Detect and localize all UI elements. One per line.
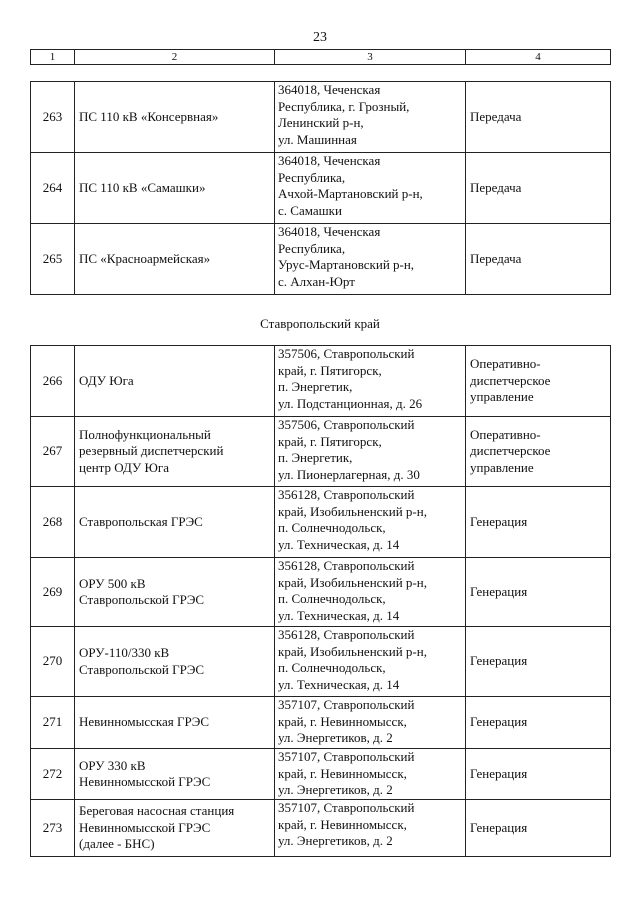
facility-name-text: ОДУ Юга (79, 372, 134, 388)
facility-name (75, 749, 275, 800)
facility-address (275, 627, 466, 697)
facility-name (75, 82, 275, 153)
row-number (31, 82, 75, 153)
facility-address (275, 697, 466, 749)
facility-name (75, 346, 275, 417)
facility-name-text: ОРУ 500 кВ Ставропольской ГРЭС (79, 575, 205, 607)
row-number-text: 267 (42, 443, 63, 459)
facility-name-text: ОРУ-110/330 кВ Ставропольской ГРЭС (79, 645, 205, 677)
facility-type-text: Передача (470, 108, 522, 124)
row-number-text: 271 (42, 714, 63, 730)
facility-type (466, 800, 611, 857)
table-row (31, 153, 611, 224)
facility-address (275, 749, 466, 800)
facility-address-text: 357506, Ставропольский край, г. Пятигорск, п. Энергетик, ул. Подстанционная, д. 26 (278, 346, 423, 411)
facility-type-text: Генерация (470, 513, 528, 529)
facility-name (75, 487, 275, 558)
row-number (31, 153, 75, 224)
facility-type (466, 697, 611, 749)
row-number-text: 263 (42, 108, 63, 124)
table-row (31, 558, 611, 627)
table-row (31, 749, 611, 800)
facility-type-text: Генерация (470, 765, 528, 781)
facility-address-text: 356128, Ставропольский край, Изобильненский р-н, п. Солнечнодольск, ул. Техническая, д. 14 (278, 627, 427, 692)
facility-address (275, 417, 466, 487)
table-row (31, 82, 611, 153)
facility-type (466, 82, 611, 153)
page-number: 23 (313, 30, 327, 45)
facility-address-text: 364018, Чеченская Республика, Урус-Мартановский р-н, с. Алхан-Юрт (278, 224, 415, 289)
facility-address (275, 224, 466, 295)
facility-name-text: ОРУ 330 кВ Невинномысской ГРЭС (79, 757, 211, 789)
facility-type-text: Генерация (470, 714, 528, 730)
facility-type (466, 749, 611, 800)
row-number (31, 224, 75, 295)
facility-address-text: 364018, Чеченская Республика, Ачхой-Мартановский р-н, с. Самашки (278, 153, 423, 218)
facility-type (466, 417, 611, 487)
facility-address (275, 82, 466, 153)
facility-type-text: Генерация (470, 819, 528, 835)
facility-type-text: Передача (470, 179, 522, 195)
facility-name-text: Береговая насосная станция Невинномысской ГРЭС (далее - БНС) (79, 803, 235, 852)
facility-address (275, 153, 466, 224)
facility-name (75, 697, 275, 749)
row-number-text: 272 (42, 765, 63, 781)
facility-address (275, 558, 466, 627)
facility-type (466, 487, 611, 558)
header-col-3: 3 (275, 50, 466, 65)
facility-address-text: 357107, Ставропольский край, г. Невинномысск, ул. Энергетиков, д. 2 (278, 749, 415, 797)
facility-address (275, 346, 466, 417)
row-number (31, 346, 75, 417)
row-number (31, 800, 75, 857)
header-col-4: 4 (466, 50, 611, 65)
table-row (31, 800, 611, 857)
facility-type (466, 346, 611, 417)
row-number (31, 749, 75, 800)
row-number-text: 269 (42, 583, 63, 599)
table-row (31, 487, 611, 558)
facility-type-text: Генерация (470, 583, 528, 599)
facility-address-text: 356128, Ставропольский край, Изобильненский р-н, п. Солнечнодольск, ул. Техническая, д. 14 (278, 558, 427, 623)
facility-address-text: 357107, Ставропольский край, г. Невинномысск, ул. Энергетиков, д. 2 (278, 697, 415, 745)
row-number (31, 697, 75, 749)
facility-type-text: Оперативно- диспетчерское управление (470, 356, 551, 405)
facility-type (466, 224, 611, 295)
facility-name-text: Невинномысская ГРЭС (79, 714, 210, 730)
row-number-text: 264 (42, 179, 63, 195)
row-number-text: 268 (42, 513, 63, 529)
section-title: Ставропольский край (260, 316, 380, 331)
facility-type-text: Оперативно- диспетчерское управление (470, 426, 551, 475)
table-row (31, 627, 611, 697)
facility-address-text: 364018, Чеченская Республика, г. Грозный, Ленинский р-н, ул. Машинная (278, 82, 410, 147)
facility-name (75, 558, 275, 627)
facility-name (75, 800, 275, 857)
facility-name (75, 153, 275, 224)
facility-type (466, 627, 611, 697)
table-row (31, 417, 611, 487)
table-row (31, 346, 611, 417)
facility-type-text: Генерация (470, 653, 528, 669)
row-number (31, 487, 75, 558)
facility-address-text: 357107, Ставропольский край, г. Невинномысск, ул. Энергетиков, д. 2 (278, 800, 415, 848)
table-row (31, 697, 611, 749)
facility-address-text: 356128, Ставропольский край, Изобильненский р-н, п. Солнечнодольск, ул. Техническая, д. 14 (278, 487, 427, 552)
facility-name-text: ПС «Красноармейская» (79, 250, 211, 266)
header-col-1: 1 (31, 50, 75, 65)
facility-name (75, 224, 275, 295)
row-number (31, 417, 75, 487)
facility-name-text: ПС 110 кВ «Самашки» (79, 179, 206, 195)
facilities-table-stavropol (30, 345, 611, 857)
facility-address-text: 357506, Ставропольский край, г. Пятигорск, п. Энергетик, ул. Пионерлагерная, д. 30 (278, 417, 420, 482)
row-number-text: 266 (42, 372, 63, 388)
facility-name-text: Полнофункциональный резервный диспетчерский центр ОДУ Юга (79, 426, 224, 475)
row-number (31, 558, 75, 627)
facility-address (275, 487, 466, 558)
row-number-text: 265 (42, 250, 63, 266)
facility-type (466, 558, 611, 627)
column-number-header (30, 49, 611, 65)
facility-name (75, 417, 275, 487)
table-row (31, 224, 611, 295)
facility-address (275, 800, 466, 857)
row-number-text: 270 (42, 653, 63, 669)
facility-name (75, 627, 275, 697)
facilities-table-chechnya (30, 81, 611, 295)
facility-type-text: Передача (470, 250, 522, 266)
facility-type (466, 153, 611, 224)
facility-name-text: ПС 110 кВ «Консервная» (79, 108, 219, 124)
facility-name-text: Ставропольская ГРЭС (79, 513, 203, 529)
header-col-2: 2 (75, 50, 275, 65)
row-number-text: 273 (42, 819, 63, 835)
row-number (31, 627, 75, 697)
